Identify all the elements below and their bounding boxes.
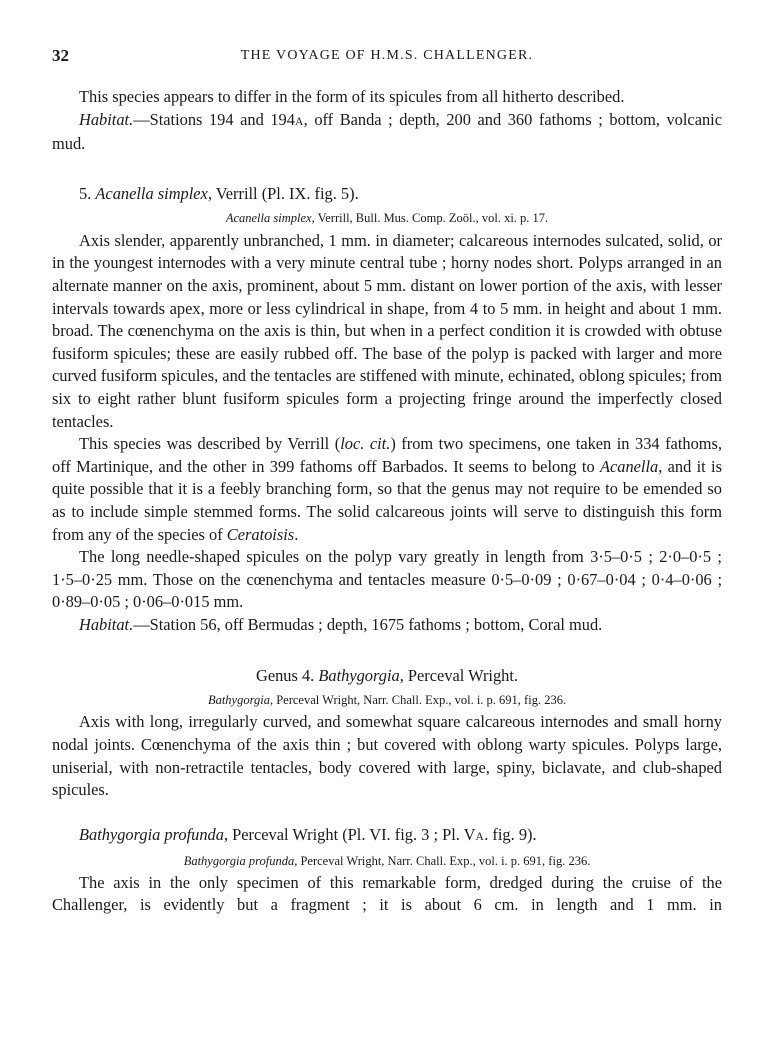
running-title: THE VOYAGE OF H.M.S. CHALLENGER.: [240, 48, 534, 63]
habitat-paragraph-2: Habitat.—Station 56, off Bermudas ; depth, 1675 fathoms ; bottom, Coral mud.: [79, 614, 603, 634]
description-profunda: The axis in the only specimen of this remarkable form, dredged during the cruise of the Challenger, is evidently but a fragment ; it is about 6 cm. in length and 1 mm. in: [52, 872, 722, 915]
reference-bathygorgia: Bathygorgia, Perceval Wright, Narr. Chall. Exp., vol. i. p. 691, fig. 236.: [207, 693, 567, 708]
description-bathygorgia: Axis with long, irregularly curved, and somewhat square calcareous internodes and small horny nodal joints. Cœnenchyma of the axis thin ; but covered with oblong warty spicules. Polyps large, uniserial, with non-retractile tentacles, body covered with large, spiny, biclavate, and club-shaped spicules.: [52, 712, 722, 800]
discussion-acanella: This species was described by Verrill (loc. cit.) from two specimens, one taken in 334 fathoms, off Martinique, and the other in 399 fathoms off Barbados. It seems to belong to Acanella, and it is quite possible that it is a feebly branching form, so that the genus may not require to be emended so as to include simple stemmed forms. The solid calcareous joints will serve to distinguish this form from any of the species of Ceratoisis.: [52, 434, 722, 544]
description-acanella: Axis slender, apparently unbranched, 1 mm. in diameter; calcareous internodes sulcated, solid, or in the youngest internodes with a very minute central tube ; horny nodes short. Polyps arranged in an alternate manner on the axis, prominent, about 5 mm. distant on lower portion of the axis, with lesser intervals towards apex, more or less cylindrical in shape, from 4 to 5 mm. in height and about 1 mm. broad. The cœnenchyma on the axis is thin, but when in a perfect condition it is crowded with obtuse fusiform spicules; these are easily rubbed off. The base of the polyp is packed with larger and more curved fusiform spicules, and the tentacles are stiffened with minute, echinated, oblong spicules; from six to eight rather blunt fusiform spicules form a projecting fringe around the imperfectly closed tentacles.: [52, 230, 722, 431]
page-number: 32: [52, 46, 69, 65]
reference-profunda: Bathygorgia profunda, Perceval Wright, Narr. Chall. Exp., vol. i. p. 691, fig. 236.: [183, 853, 591, 868]
habitat-label: Habitat.: [79, 109, 134, 129]
intro-paragraph: This species appears to differ in the form of its spicules from all hitherto described.: [79, 87, 625, 106]
spicules-acanella: The long needle-shaped spicules on the polyp vary greatly in length from 3·5–0·5 ; 2·0–0·5 ; 1·5–0·25 mm. Those on the cœnenchyma and tentacles measure 0·5–0·09 ; 0·67–0·04 ; 0·4–0·06 ; 0·89–0·05 ; 0·06–0·015 mm.: [52, 547, 722, 612]
genus-heading-bathygorgia: Genus 4. Bathygorgia, Perceval Wright.: [255, 666, 519, 686]
running-header: [52, 46, 722, 68]
page-body: [52, 86, 722, 917]
habitat-paragraph-1: Habitat.—Stations 194 and 194A, off Banda ; depth, 200 and 360 fathoms ; bottom, volcanic mud.: [52, 109, 722, 154]
species-heading-acanella: 5. Acanella simplex, Verrill (Pl. IX. fig. 5).: [79, 183, 359, 203]
reference-acanella: Acanella simplex, Verrill, Bull. Mus. Comp. Zoöl., vol. xi. p. 17.: [225, 210, 549, 225]
species-heading-profunda: Bathygorgia profunda, Perceval Wright (Pl. VI. fig. 3 ; Pl. VA. fig. 9).: [79, 824, 537, 844]
